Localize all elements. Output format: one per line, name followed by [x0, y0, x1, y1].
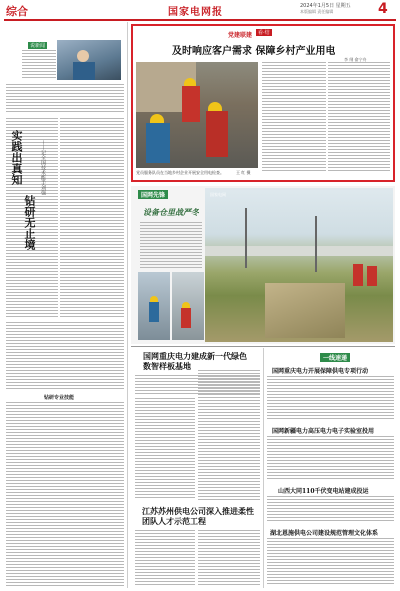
feature-headline: 及时响应客户需求 保障乡村产业用电 [172, 46, 336, 57]
feature-column-badge: 看·结 [258, 30, 270, 36]
left-column-body-4 [6, 402, 124, 588]
left-column-body-2 [60, 118, 124, 318]
headline-datong-substation: 山西大同110千伏变电站建成投运 [278, 488, 369, 495]
feature-column-tag: 党建联建 [228, 32, 253, 39]
headline-chongqing-supply: 国网重庆电力开展保障供电专项行动 [272, 368, 369, 375]
photo-feature-title: 设备仓里战严冬 [143, 207, 199, 217]
article-1-col-a [135, 398, 195, 502]
photo-feature-tag: 国网先锋 [138, 190, 168, 199]
small-photo [57, 40, 121, 80]
crew-member-2 [367, 266, 377, 286]
quick-news-tag: 一线速递 [320, 353, 350, 362]
headline-chongqing-base: 国网重庆电力建成新一代绿色数智样板基地 [143, 351, 247, 371]
worker-helmet-1 [184, 78, 196, 86]
crew-member-1 [353, 264, 363, 286]
article-2-col-a [135, 530, 195, 588]
headline-enshi-culture: 湖北恩施供电公司建设规范管理文化体系 [270, 530, 379, 537]
article-3-body [267, 436, 394, 482]
small-column-label: 说新闻 [30, 43, 46, 49]
small-photo-a [138, 272, 170, 340]
page-number: 4 [378, 1, 388, 17]
feature-body-2 [328, 62, 390, 174]
editor-info: 本版编辑 责任编辑 [300, 9, 334, 14]
date-info: 2024年1月5日 星期五 [300, 3, 351, 9]
large-landscape-photo [205, 188, 393, 342]
headline-xinjiang-lab: 国网新疆电力高压电力电子实验室投用 [272, 428, 375, 435]
article-6-body [267, 538, 394, 588]
article-5-body [267, 496, 394, 524]
feature-body-1 [262, 62, 326, 174]
section-label: 综合 [6, 5, 28, 18]
photo-feature-intro [140, 222, 202, 270]
small-column-text [22, 50, 56, 80]
paper-name: 国家电网报 [168, 7, 223, 18]
masthead-rule [4, 19, 396, 21]
feature-photo-credit: 王 红 摄 [236, 170, 251, 175]
section-rule [131, 346, 395, 347]
headline-suzhou-talent: 江苏苏州供电公司深入推进柔性团队人才示范工程 [142, 506, 254, 526]
vertical-subhead: ——记全国技术能手刘强 [40, 140, 46, 195]
left-column-body-3 [6, 322, 124, 392]
worker-helmet-2 [208, 102, 222, 111]
feature-photo-caption: 党员服务队员在当地乡村企业开展安全用电检查。 [136, 170, 224, 175]
worker-helmet-3 [150, 114, 164, 123]
left-body-top [6, 84, 124, 114]
photo-watermark: 国家电网 [210, 192, 226, 197]
article-2-col-b [198, 530, 260, 588]
section-subhead: 钻研专业技能 [44, 395, 75, 401]
article-4-body [267, 376, 394, 422]
vertical-headline-1: 实践出真知 [10, 130, 23, 185]
feature-photo [136, 62, 258, 168]
feature-byline: 李 纲 俞宁舟 [344, 57, 367, 62]
vertical-headline-2: 钻研无止境 [23, 195, 36, 250]
right-column-divider [263, 348, 264, 588]
small-photo-b [172, 272, 204, 340]
article-1-col-b [198, 370, 260, 502]
column-divider [127, 22, 128, 588]
